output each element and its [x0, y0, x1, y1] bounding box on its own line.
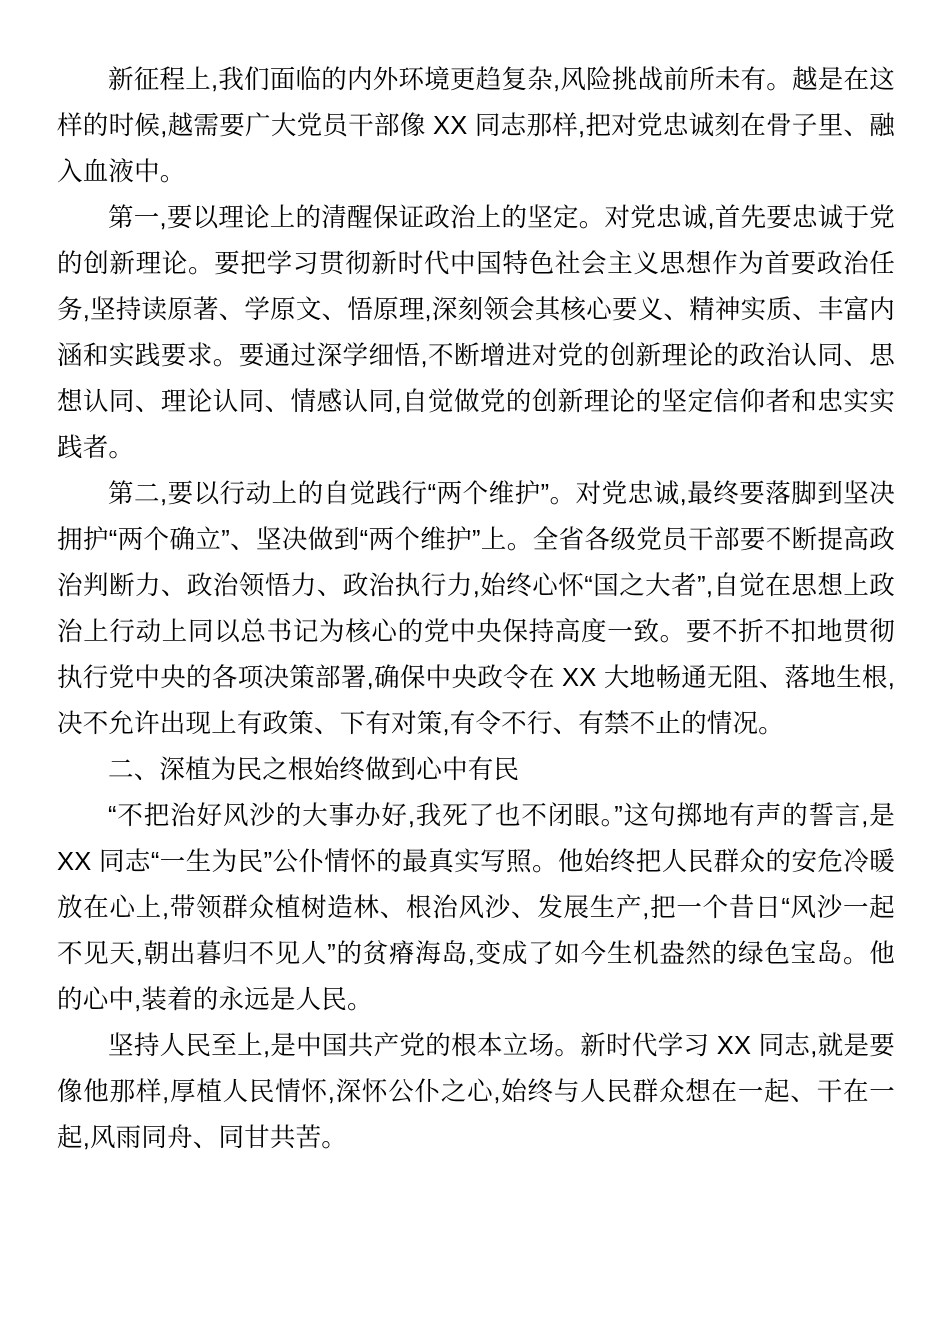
paragraph-2: 第一,要以理论上的清醒保证政治上的坚定。对党忠诚,首先要忠诚于党的创新理论。要把学习贯彻新时代中国特色社会主义思想作为首要政治任务,坚持读原著、学原文、悟原理,深刻领会其核心要义、精神实质、丰富内涵和实践要求。要通过深学细悟,不断增进对党的创新理论的政治认同、思想认同、理论认同、情感认同,自觉做党的创新理论的坚定信仰者和忠实实践者。 [57, 204, 895, 462]
section-heading-2: 二、深植为民之根始终做到心中有民 [108, 756, 520, 784]
document-body [57, 57, 895, 1161]
paragraph-3: 第二,要以行动上的自觉践行“两个维护”。对党忠诚,最终要落脚到坚决拥护“两个确立”、坚决做到“两个维护”上。全省各级党员干部要不断提高政治判断力、政治领悟力、政治执行力,始终心怀“国之大者”,自觉在思想上政治上行动上同以总书记为核心的党中央保持高度一致。要不折不扣地贯彻执行党中央的各项决策部署,确保中央政令在 XX 大地畅通无阻、落地生根,决不允许出现上有政策、下有对策,有令不行、有禁不止的情况。 [57, 480, 895, 738]
paragraph-4: “不把治好风沙的大事办好,我死了也不闭眼。”这句掷地有声的誓言,是 XX 同志“一生为民”公仆情怀的最真实写照。他始终把人民群众的安危冷暖放在心上,带领群众植树造林、根治风沙、发展生产,把一个昔日“风沙一起不见天,朝出暮归不见人”的贫瘠海岛,变成了如今生机盎然的绿色宝岛。他的心中,装着的永远是人民。 [57, 802, 895, 1014]
paragraph-5: 坚持人民至上,是中国共产党的根本立场。新时代学习 XX 同志,就是要像他那样,厚植人民情怀,深怀公仆之心,始终与人民群众想在一起、干在一起,风雨同舟、同甘共苦。 [57, 1032, 895, 1152]
paragraph-1: 新征程上,我们面临的内外环境更趋复杂,风险挑战前所未有。越是在这样的时候,越需要广大党员干部像 XX 同志那样,把对党忠诚刻在骨子里、融入血液中。 [57, 66, 895, 186]
